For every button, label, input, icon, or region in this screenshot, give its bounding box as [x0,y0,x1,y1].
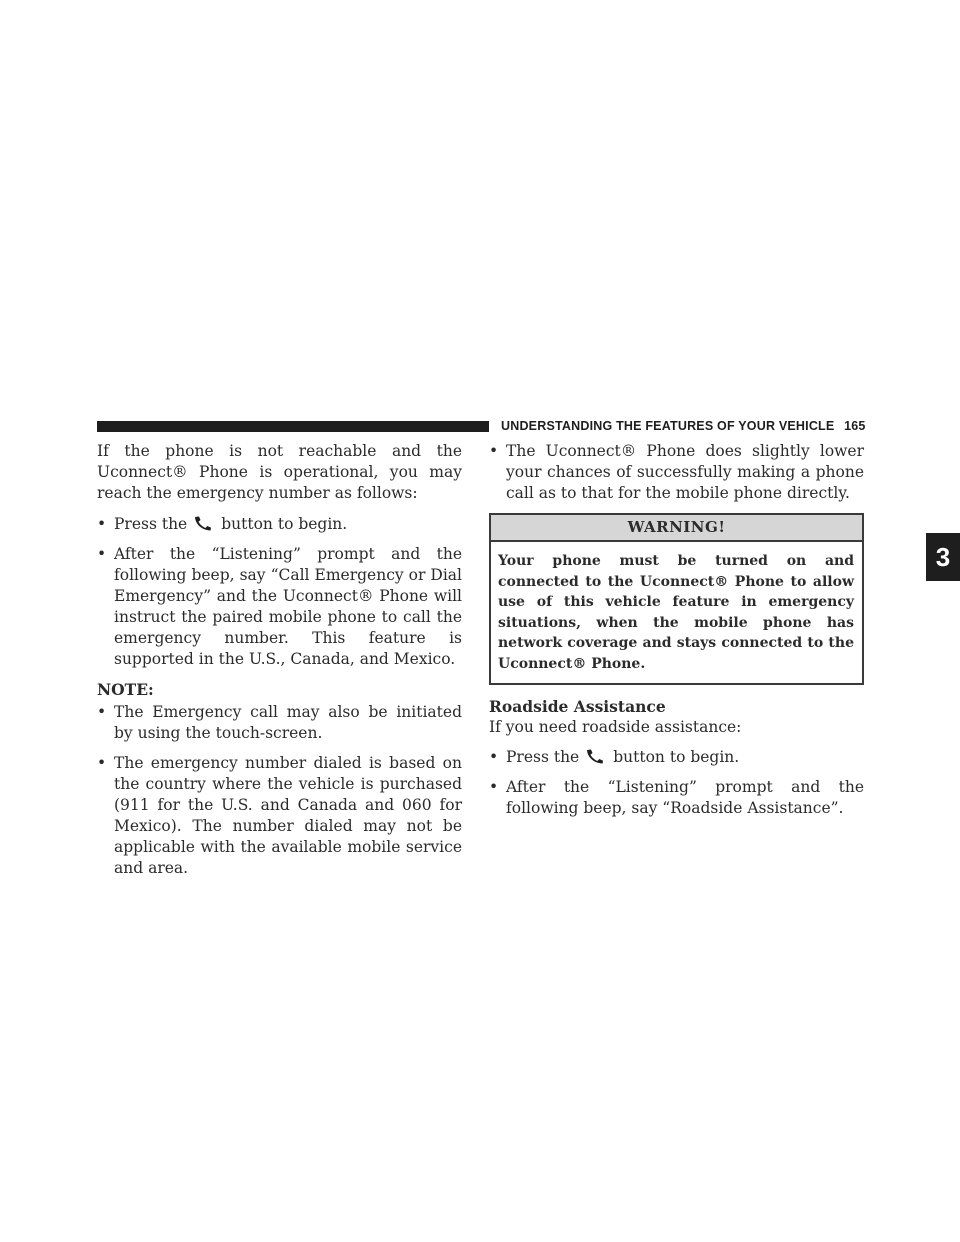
left-column [97,441,462,888]
section-heading: Roadside Assistance [489,697,666,716]
emergency-steps-list [97,514,462,670]
list-item: • The emergency number dialed is based on the country where the vehicle is purchased (911 for the U.S. and Canada and 060 for Mexico). The number dialed may not be applicable with the available mobile service and area. [97,753,462,879]
bullet-text: Press the [114,515,188,533]
roadside-steps-list [489,747,864,819]
warning-body: Your phone must be turned on and connected to the Uconnect® Phone to allow use of this vehicle feature in emergency situations, when the mobile phone has network coverage and stays connected to the Uconnect® Phone. [498,553,854,672]
note-label: NOTE: [97,680,154,699]
chapter-tab [926,533,960,581]
note-list [97,702,462,879]
bullet-text: button to begin. [221,515,348,533]
header-title: UNDERSTANDING THE FEATURES OF YOUR VEHICLE [501,419,835,433]
chapter-number: 3 [935,541,951,572]
phone-handset-icon [191,515,217,531]
list-item [489,747,864,768]
phone-notes-list [489,441,864,504]
header-rule-bar [97,421,489,432]
intro-paragraph: If the phone is not reachable and the Uconnect® Phone is operational, you may reach the emergency number as follows: [97,442,462,502]
warning-title: WARNING! [491,515,862,542]
right-column [489,441,864,828]
list-item: • After the “Listening” prompt and the following beep, say “Call Emergency or Dial Emergency” and the Uconnect® Phone will instruct the paired mobile phone to call the emergency number. This feature is supported in the U.S., Canada, and Mexico. [97,544,462,670]
section-intro: If you need roadside assistance: [489,718,742,736]
list-item: • The Uconnect® Phone does slightly lower your chances of successfully making a phone call as to that for the mobile phone directly. [489,441,864,504]
running-header [501,419,871,433]
warning-box [489,513,864,685]
bullet-text: button to begin. [613,748,740,766]
page-number: 165 [844,419,866,433]
phone-handset-icon [583,748,609,764]
list-item: • After the “Listening” prompt and the following beep, say “Roadside Assistance”. [489,777,864,819]
list-item [97,514,462,535]
list-item: • The Emergency call may also be initiated by using the touch-screen. [97,702,462,744]
bullet-text: Press the [506,748,580,766]
